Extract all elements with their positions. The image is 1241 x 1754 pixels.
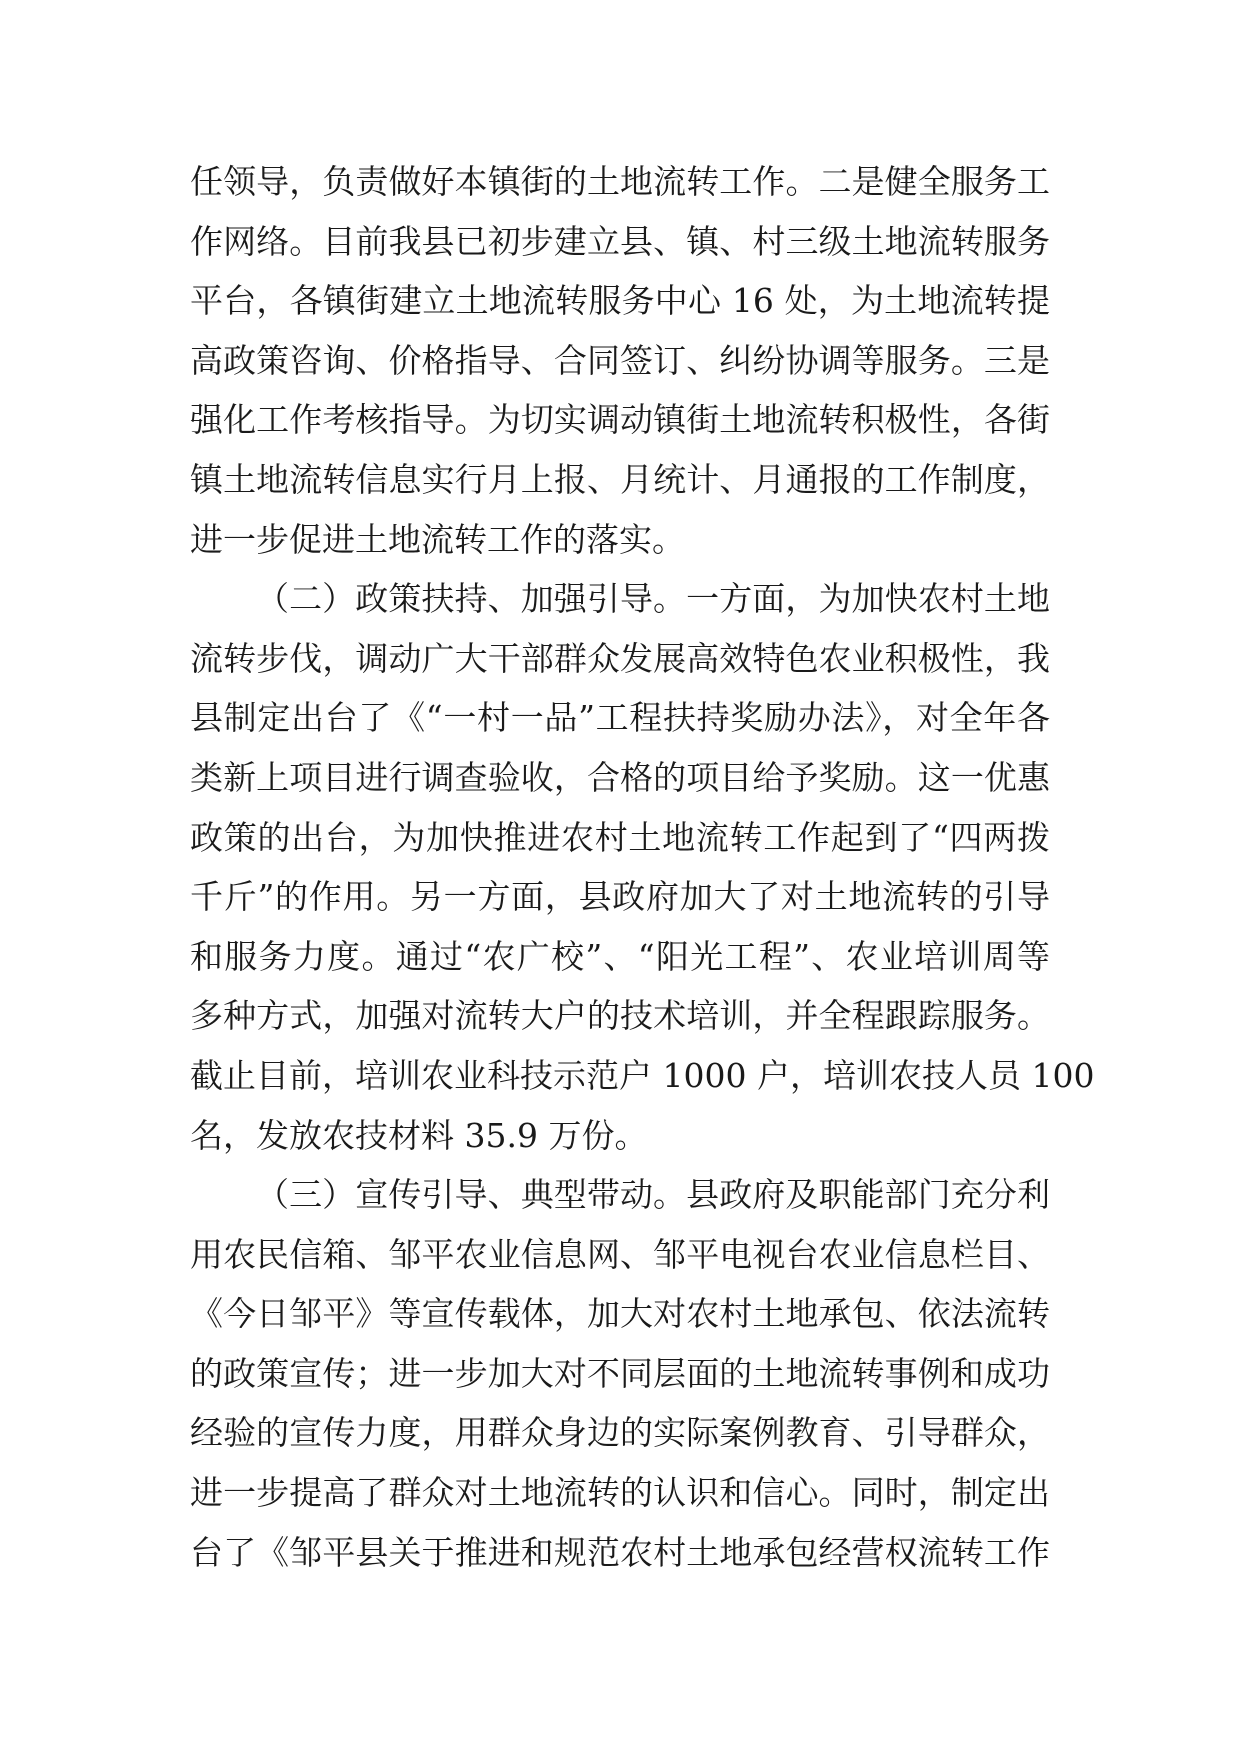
text-line: 进一步促进土地流转工作的落实。 <box>190 519 685 559</box>
text-line: 高政策咨询、价格指导、合同签订、纠纷协调等服务。三是 <box>190 340 1050 380</box>
text-line: 的政策宣传；进一步加大对不同层面的土地流转事例和成功 <box>190 1353 1050 1393</box>
text-line: 《今日邹平》等宣传载体，加大对农村土地承包、依法流转 <box>190 1294 1050 1334</box>
text-line: 和服务力度。通过“农广校”、“阳光工程”、农业培训周等 <box>190 936 1050 976</box>
text-line: 强化工作考核指导。为切实调动镇街土地流转积极性，各街 <box>190 400 1050 440</box>
text-line: 台了《邹平县关于推进和规范农村土地承包经营权流转工作 <box>190 1532 1050 1572</box>
text-line: 进一步提高了群众对土地流转的认识和信心。同时，制定出 <box>190 1473 1050 1513</box>
text-line: 经验的宣传力度，用群众身边的实际案例教育、引导群众， <box>190 1413 1050 1453</box>
paragraph-start-line: （二）政策扶持、加强引导。一方面，为加快农村土地 <box>256 579 1050 619</box>
text-line: 平台，各镇街建立土地流转服务中心 16 处，为土地流转提 <box>190 281 1050 321</box>
text-line: 多种方式，加强对流转大户的技术培训，并全程跟踪服务。 <box>190 996 1050 1036</box>
text-line: 用农民信箱、邹平农业信息网、邹平电视台农业信息栏目、 <box>190 1234 1050 1274</box>
text-line: 任领导，负责做好本镇街的土地流转工作。二是健全服务工 <box>190 162 1050 201</box>
text-line: 千斤”的作用。另一方面，县政府加大了对土地流转的引导 <box>190 877 1050 917</box>
text-line: 镇土地流转信息实行月上报、月统计、月通报的工作制度， <box>190 459 1050 499</box>
text-line: 县制定出台了《“一村一品”工程扶持奖励办法》，对全年各 <box>190 698 1050 738</box>
text-line: 名，发放农技材料 35.9 万份。 <box>190 1115 648 1155</box>
paragraph-start-line: （三）宣传引导、典型带动。县政府及职能部门充分利 <box>256 1175 1050 1215</box>
text-line: 政策的出台，为加快推进农村土地流转工作起到了“四两拨 <box>190 817 1050 857</box>
document-body <box>190 152 1095 1582</box>
text-line: 流转步伐，调动广大干部群众发展高效特色农业积极性，我 <box>190 638 1050 678</box>
text-line: 截止目前，培训农业科技示范户 1000 户，培训农技人员 100 <box>190 1055 1095 1095</box>
text-line: 类新上项目进行调查验收，合格的项目给予奖励。这一优惠 <box>190 757 1050 797</box>
text-line: 作网络。目前我县已初步建立县、镇、村三级土地流转服务 <box>190 221 1050 261</box>
